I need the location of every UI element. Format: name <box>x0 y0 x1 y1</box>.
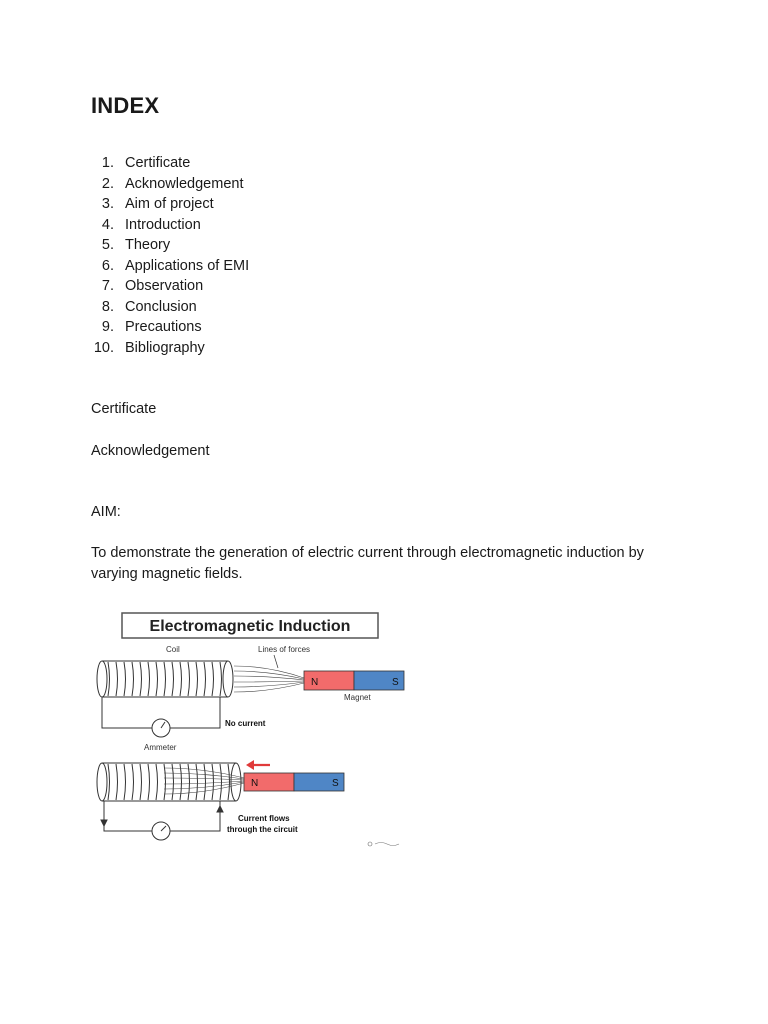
list-item <box>91 194 249 215</box>
current-flows-label-line1: Current flows <box>238 814 290 823</box>
lines-of-force-label: Lines of forces <box>258 645 311 654</box>
certificate-heading: Certificate <box>91 401 157 417</box>
item-label: Conclusion <box>125 298 197 315</box>
item-number: 5. <box>101 237 114 253</box>
motion-arrow-icon <box>246 760 270 770</box>
item-label: Introduction <box>125 216 201 233</box>
list-item <box>91 174 249 195</box>
item-number: 4. <box>101 216 114 233</box>
circuit-bottom <box>101 801 223 840</box>
circuit-top <box>102 697 220 737</box>
item-number: 7. <box>101 278 114 294</box>
item-number: 8. <box>101 298 114 315</box>
item-number: 2. <box>101 175 114 192</box>
ammeter-label: Ammeter <box>144 743 177 752</box>
pole-n-top: N <box>311 677 319 688</box>
item-number: 10. <box>93 339 114 356</box>
item-label: Theory <box>125 237 171 253</box>
lines-leader <box>274 655 278 668</box>
list-item <box>91 153 249 174</box>
item-label: Aim of project <box>125 196 214 212</box>
list-item <box>91 276 249 297</box>
pole-s-top: S <box>392 677 399 688</box>
coil-top <box>97 661 233 697</box>
magnet-label: Magnet <box>344 693 371 702</box>
item-label: Applications of EMI <box>125 257 250 274</box>
item-number: 3. <box>101 196 114 212</box>
aim-text: To demonstrate the generation of electric current through electromagnetic induction by varying magnetic fields. <box>91 545 644 582</box>
list-item <box>91 256 249 277</box>
item-label: Observation <box>125 278 204 294</box>
pole-s-bottom: S <box>332 778 339 789</box>
item-number: 6. <box>101 257 114 274</box>
list-item <box>91 235 249 256</box>
coil-bottom <box>97 763 241 801</box>
item-number: 1. <box>101 155 114 171</box>
index-list <box>91 153 249 358</box>
no-current-label: No current <box>225 719 266 728</box>
list-item <box>91 297 249 318</box>
figure-title: Electromagnetic Induction <box>149 618 351 635</box>
pole-n-bottom: N <box>251 778 259 789</box>
item-label: Certificate <box>125 155 191 171</box>
aim-heading: AIM: <box>91 504 121 520</box>
item-label: Bibliography <box>125 339 205 356</box>
coil-label: Coil <box>166 645 180 654</box>
list-item <box>91 338 249 359</box>
field-lines-top <box>234 666 304 692</box>
acknowledgement-heading: Acknowledgement <box>91 443 210 459</box>
item-label: Precautions <box>125 319 202 335</box>
current-flows-label-line2: through the circuit <box>227 825 298 834</box>
watermark-logo <box>368 842 399 846</box>
list-item <box>91 317 249 338</box>
item-number: 9. <box>101 319 114 335</box>
list-item <box>91 215 249 236</box>
page-title: INDEX <box>91 93 160 118</box>
electromagnetic-induction-figure <box>94 608 410 852</box>
item-label: Acknowledgement <box>125 175 244 192</box>
